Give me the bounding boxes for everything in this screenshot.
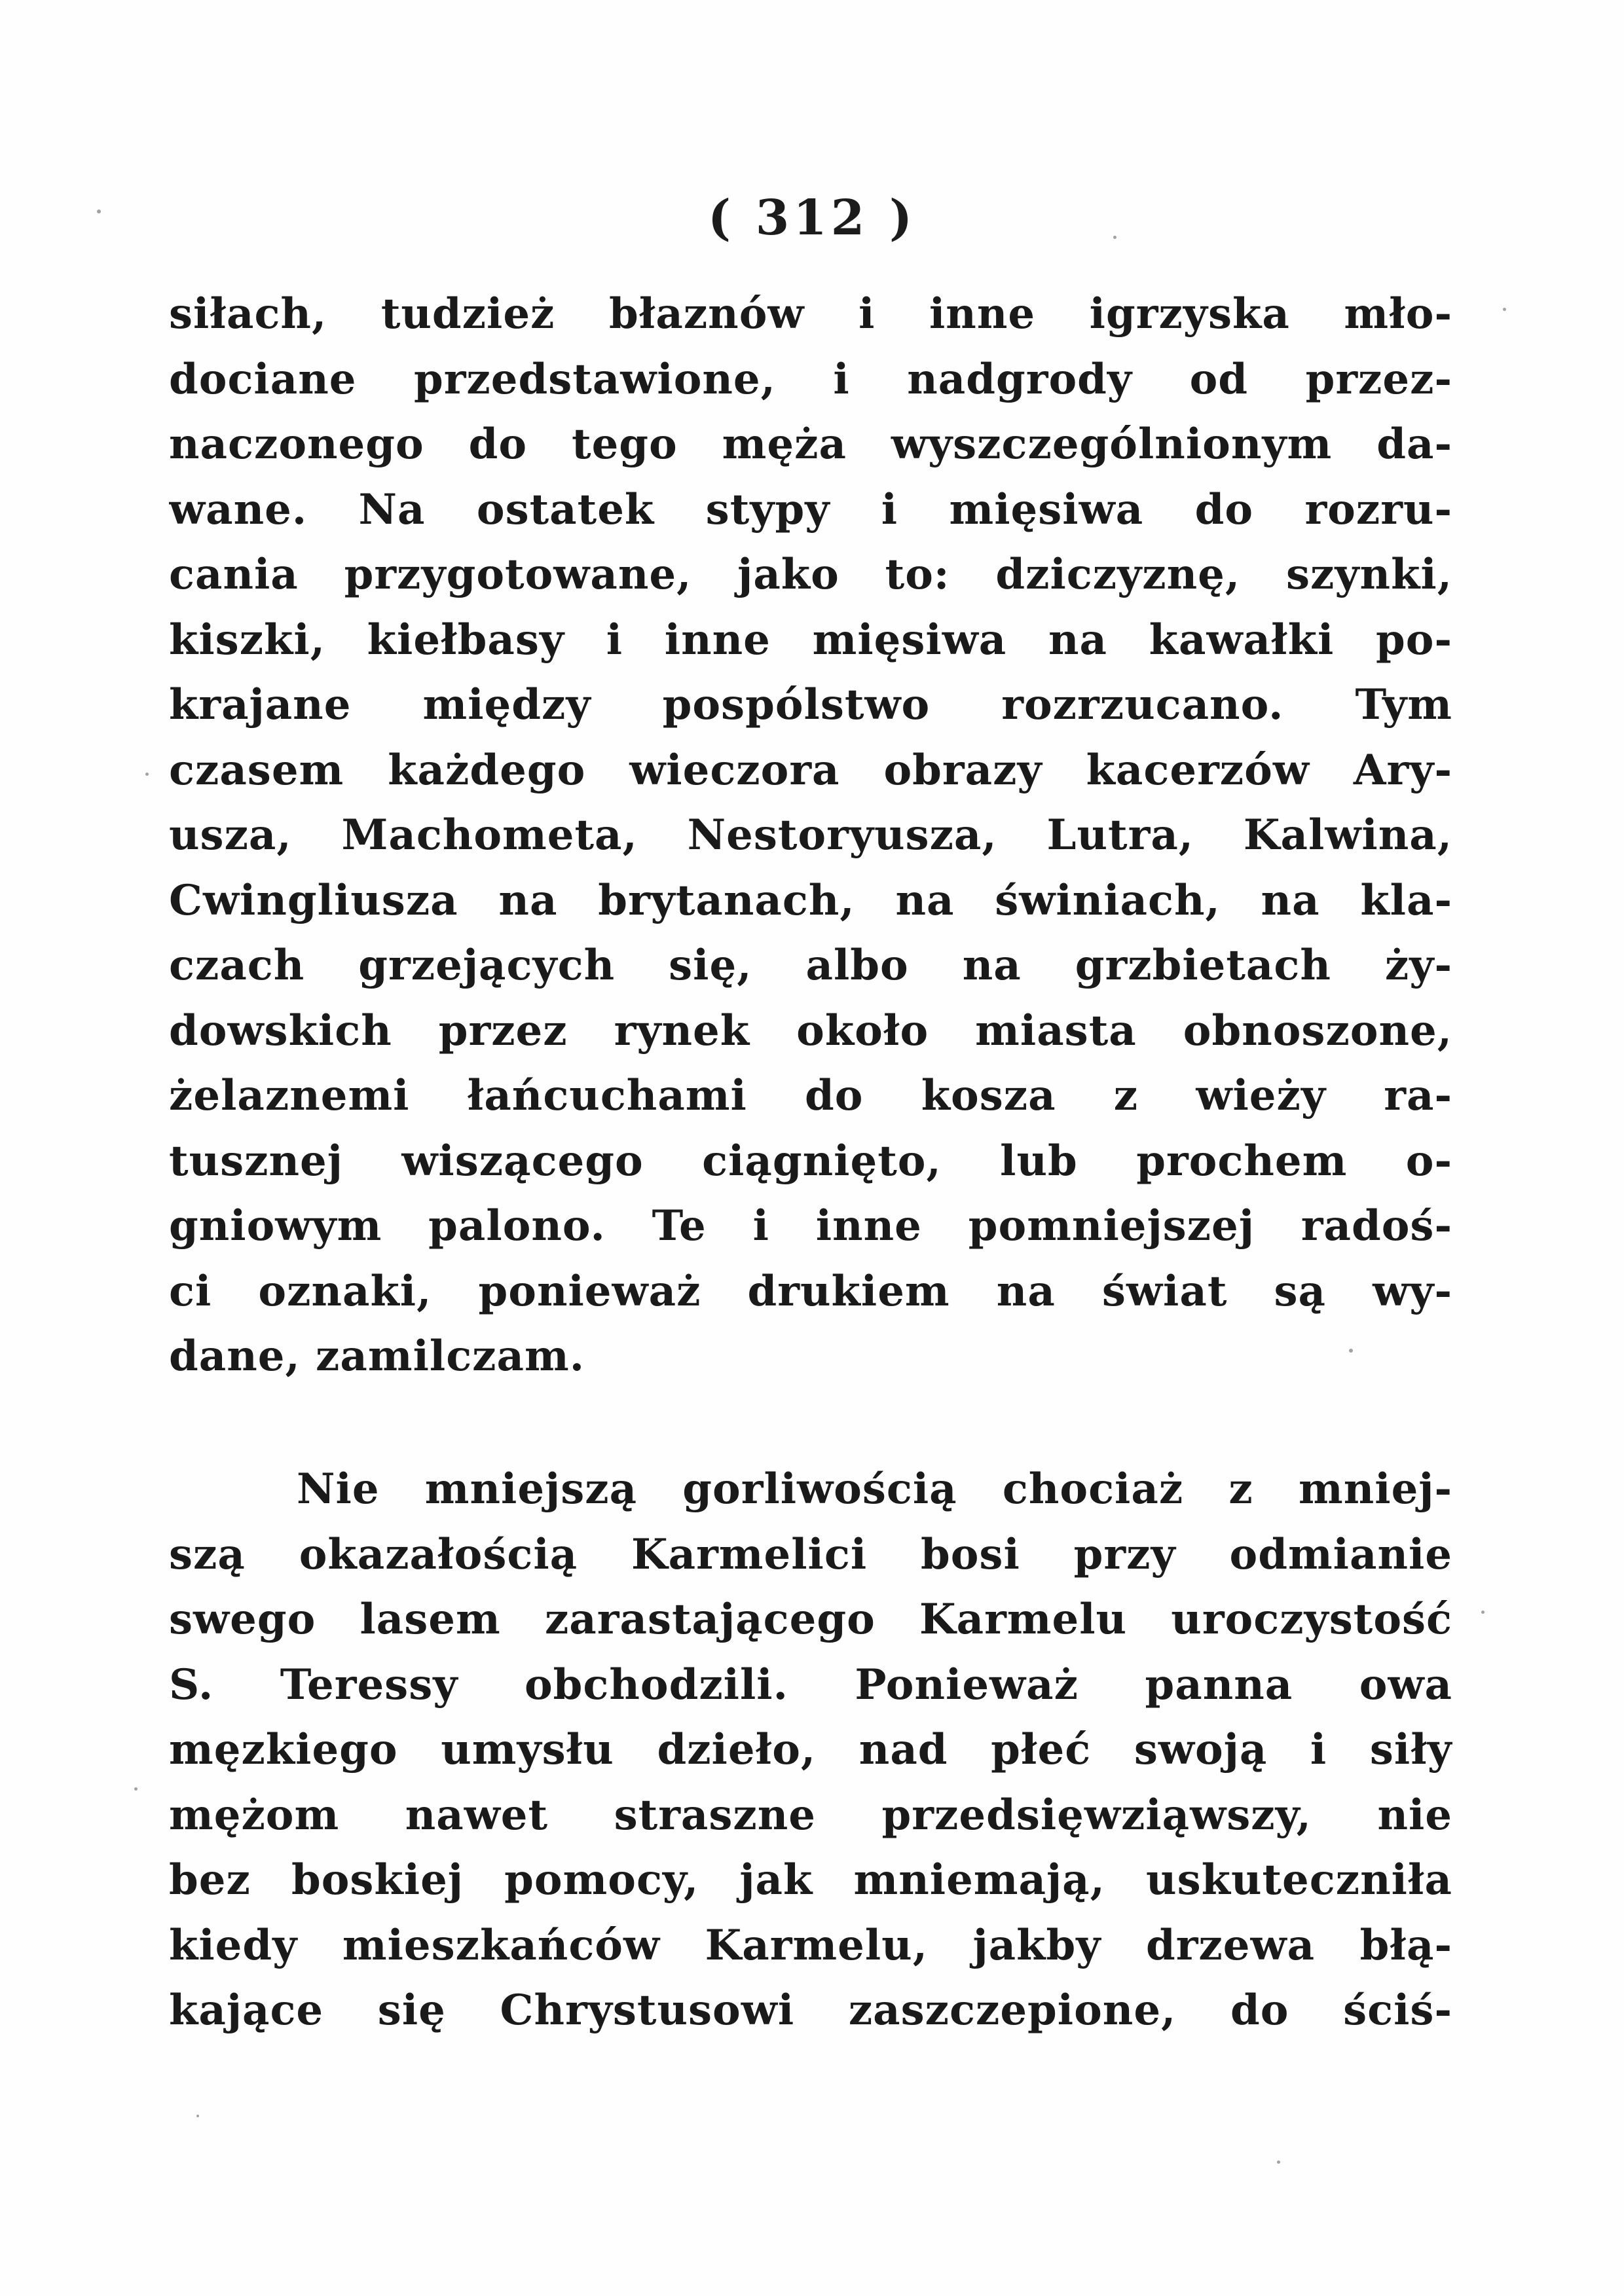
text-line: Nie mniejszą gorliwością chociaż z mniej- bbox=[297, 1465, 1452, 1514]
text-line: ci oznaki, ponieważ drukiem na świat są wy- bbox=[169, 1266, 1452, 1316]
text-line: kiszki, kiełbasy i inne mięsiwa na kawałki po- bbox=[169, 615, 1452, 665]
text-line: usza, Machometa, Nestoryusza, Lutra, Kalwina, bbox=[169, 811, 1452, 860]
paragraph-1 bbox=[169, 282, 1452, 1389]
text-line: cania przygotowane, jako to: dziczyznę, szynki, bbox=[169, 550, 1452, 599]
scan-speck bbox=[134, 1787, 138, 1791]
text-line: żelaznemi łańcuchami do kosza z wieży ra- bbox=[169, 1071, 1452, 1120]
scan-speck bbox=[1113, 236, 1116, 239]
text-line: szą okazałością Karmelici bosi przy odmianie bbox=[169, 1529, 1452, 1579]
text-line: naczonego do tego męża wyszczególnionym da- bbox=[169, 420, 1452, 469]
text-line: S. Teressy obchodzili. Ponieważ panna owa bbox=[169, 1660, 1452, 1709]
text-line: krajane między pospólstwo rozrzucano. Tym bbox=[169, 680, 1452, 729]
text-line: czasem każdego wieczora obrazy kacerzów Ary- bbox=[169, 745, 1452, 795]
text-line: siłach, tudzież błaznów i inne igrzyska mło- bbox=[169, 289, 1452, 338]
text-line: kające się Chrystusowi zaszczepione, do ściś- bbox=[169, 1986, 1452, 2035]
text-line: swego lasem zarastającego Karmelu uroczystość bbox=[169, 1595, 1452, 1644]
text-line: bez boskiej pomocy, jak mniemają, uskuteczniła bbox=[169, 1855, 1452, 1904]
page-number: ( 312 ) bbox=[707, 190, 917, 246]
scan-speck bbox=[1277, 2160, 1280, 2164]
paragraph-2 bbox=[169, 1457, 1452, 2043]
text-line: dociane przedstawione, i nadgrody od przez- bbox=[169, 354, 1452, 404]
text-line: dowskich przez rynek około miasta obnoszone, bbox=[169, 1006, 1452, 1055]
text-line: dane, zamilczam. bbox=[169, 1332, 585, 1381]
scan-speck bbox=[1349, 1349, 1353, 1353]
text-line: tusznej wiszącego ciągnięto, lub prochem o- bbox=[169, 1136, 1452, 1186]
text-line: męzkiego umysłu dzieło, nad płeć swoją i siły bbox=[169, 1725, 1452, 1774]
text-line: czach grzejących się, albo na grzbietach ży- bbox=[169, 941, 1452, 990]
text-line: mężom nawet straszne przedsięwziąwszy, nie bbox=[169, 1790, 1452, 1840]
text-line: Cwingliusza na brytanach, na świniach, na kla- bbox=[169, 875, 1452, 925]
text-line: gniowym palono. Te i inne pomniejszej radoś- bbox=[169, 1201, 1452, 1250]
scan-speck bbox=[97, 210, 101, 213]
scan-speck bbox=[145, 773, 149, 776]
text-line: wane. Na ostatek stypy i mięsiwa do rozru- bbox=[169, 484, 1452, 534]
scan-speck bbox=[1503, 308, 1506, 311]
scan-speck bbox=[196, 2115, 199, 2117]
text-line: kiedy mieszkańców Karmelu, jakby drzewa błą- bbox=[169, 1920, 1452, 1970]
scan-speck bbox=[1481, 1611, 1485, 1614]
